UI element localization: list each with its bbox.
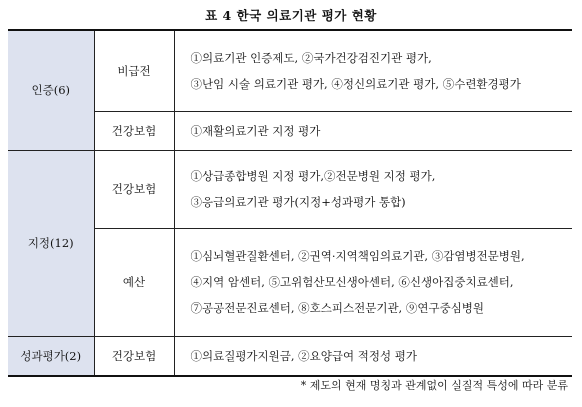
item-line: ①의료질평가지원금, ②요양급여 적정성 평가 xyxy=(190,348,417,363)
item-line: ①의료기관 인증제도, ②국가건강검진기관 평가, xyxy=(190,50,432,65)
subcategory-budget: 예산 xyxy=(94,228,174,336)
subcategory-nonbenefit: 비급전 xyxy=(94,30,174,111)
item-line: ①재활의료기관 지정 평가 xyxy=(190,123,321,138)
item-line: ①상급종합병원 지정 평가,②전문병원 지정 평가, xyxy=(190,169,436,183)
item-line: ③응급의료기관 평가(지정+성과평가 통합) xyxy=(190,195,406,209)
item-line: ③난임 시술 의료기관 평가, ④정신의료기관 평가, ⑤수련환경평가 xyxy=(190,76,521,91)
subcategory-insurance: 건강보험 xyxy=(94,336,174,376)
subcategory-insurance: 건강보험 xyxy=(94,111,174,150)
items-cert-insurance xyxy=(174,111,572,150)
items-cert-nonbenefit xyxy=(174,30,572,111)
subcategory-insurance: 건강보험 xyxy=(94,150,174,228)
item-line: ①심뇌혈관질환센터, ②권역·지역책임의료기관, ③감염병전문병원, xyxy=(190,249,525,263)
evaluation-table xyxy=(8,29,572,377)
category-performance: 성과평가(2) xyxy=(8,336,94,376)
items-performance-insurance xyxy=(174,336,572,376)
item-line: ④지역 암센터, ⑤고위험산모신생아센터, ⑥신생아집중치료센터, xyxy=(190,275,514,289)
item-line: ⑦공공전문진료센터, ⑧호스피스전문기관, ⑨연구중심병원 xyxy=(190,301,485,315)
items-designation-insurance xyxy=(174,150,572,228)
items-designation-budget xyxy=(174,228,572,336)
category-designation: 지정(12) xyxy=(8,150,94,336)
table-caption: 표 4 한국 의료기관 평가 현황 xyxy=(205,8,377,23)
footnote: * 제도의 현재 명칭과 관계없이 실질적 특성에 따라 분류 xyxy=(300,379,568,392)
category-certification: 인증(6) xyxy=(8,30,94,150)
